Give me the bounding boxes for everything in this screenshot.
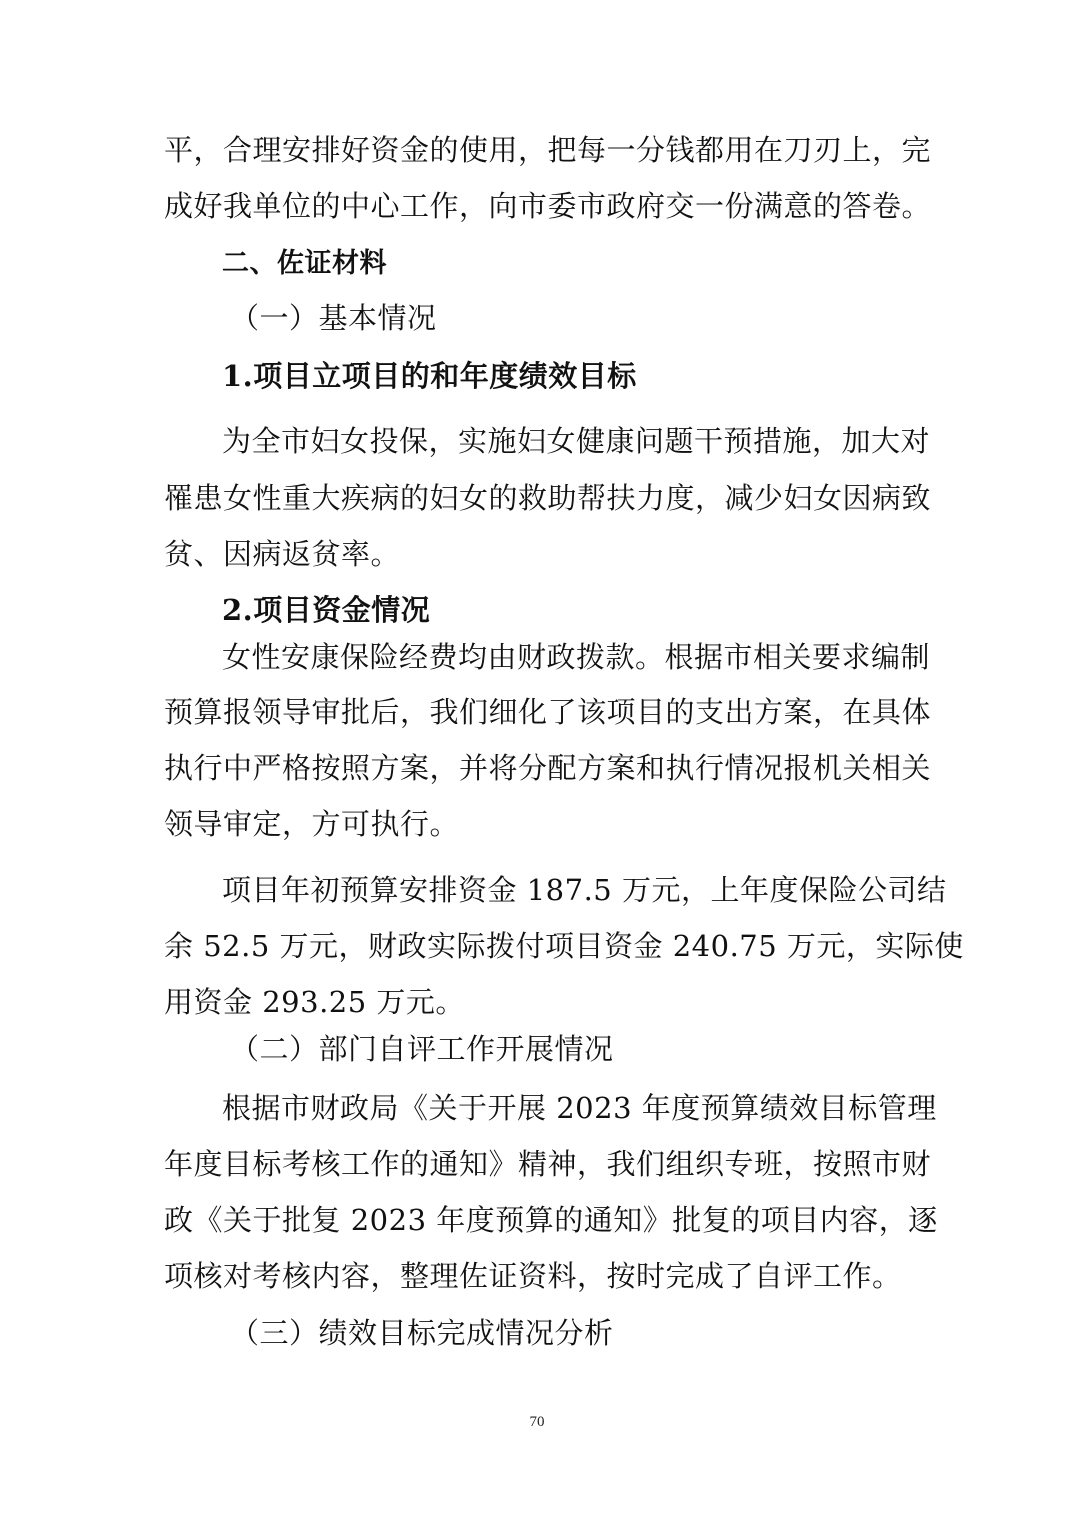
body-text-line: 政《关于批复 2023 年度预算的通知》批复的项目内容，逐	[164, 1203, 938, 1237]
page-number: 70	[529, 1414, 545, 1430]
subsection-heading: （一）基本情况	[230, 301, 437, 335]
body-text-line: 为全市妇女投保，实施妇女健康问题干预措施，加大对	[222, 424, 931, 458]
body-text-line: 贫、因病返贫率。	[164, 537, 401, 571]
body-text-line: 领导审定，方可执行。	[164, 807, 460, 841]
body-text-line: 用资金 293.25 万元。	[164, 985, 465, 1019]
body-text-line: 根据市财政局《关于开展 2023 年度预算绩效目标管理	[222, 1091, 937, 1125]
body-text-line: 预算报领导审批后，我们细化了该项目的支出方案，在具体	[164, 695, 932, 729]
item-heading: 1.项目立项目的和年度绩效目标	[222, 359, 637, 393]
section-heading: 二、佐证材料	[222, 248, 387, 279]
body-text-line: 执行中严格按照方案，并将分配方案和执行情况报机关相关	[164, 751, 932, 785]
body-text-line: 年度目标考核工作的通知》精神，我们组织专班，按照市财	[164, 1147, 932, 1181]
body-text-line: 项目年初预算安排资金 187.5 万元，上年度保险公司结	[222, 873, 947, 907]
body-text-line: 余 52.5 万元，财政实际拨付项目资金 240.75 万元，实际使	[164, 929, 964, 963]
body-text-line: 罹患女性重大疾病的妇女的救助帮扶力度，减少妇女因病致	[164, 481, 932, 515]
body-text-line: 女性安康保险经费均由财政拨款。根据市相关要求编制	[222, 640, 931, 674]
subsection-heading: （二）部门自评工作开展情况	[230, 1032, 614, 1066]
body-text-line: 项核对考核内容，整理佐证资料，按时完成了自评工作。	[164, 1259, 902, 1293]
body-text-line: 成好我单位的中心工作，向市委市政府交一份满意的答卷。	[164, 189, 932, 223]
item-heading: 2.项目资金情况	[222, 593, 431, 627]
subsection-heading: （三）绩效目标完成情况分析	[230, 1316, 614, 1350]
body-text-line: 平，合理安排好资金的使用，把每一分钱都用在刀刃上，完	[164, 133, 932, 167]
